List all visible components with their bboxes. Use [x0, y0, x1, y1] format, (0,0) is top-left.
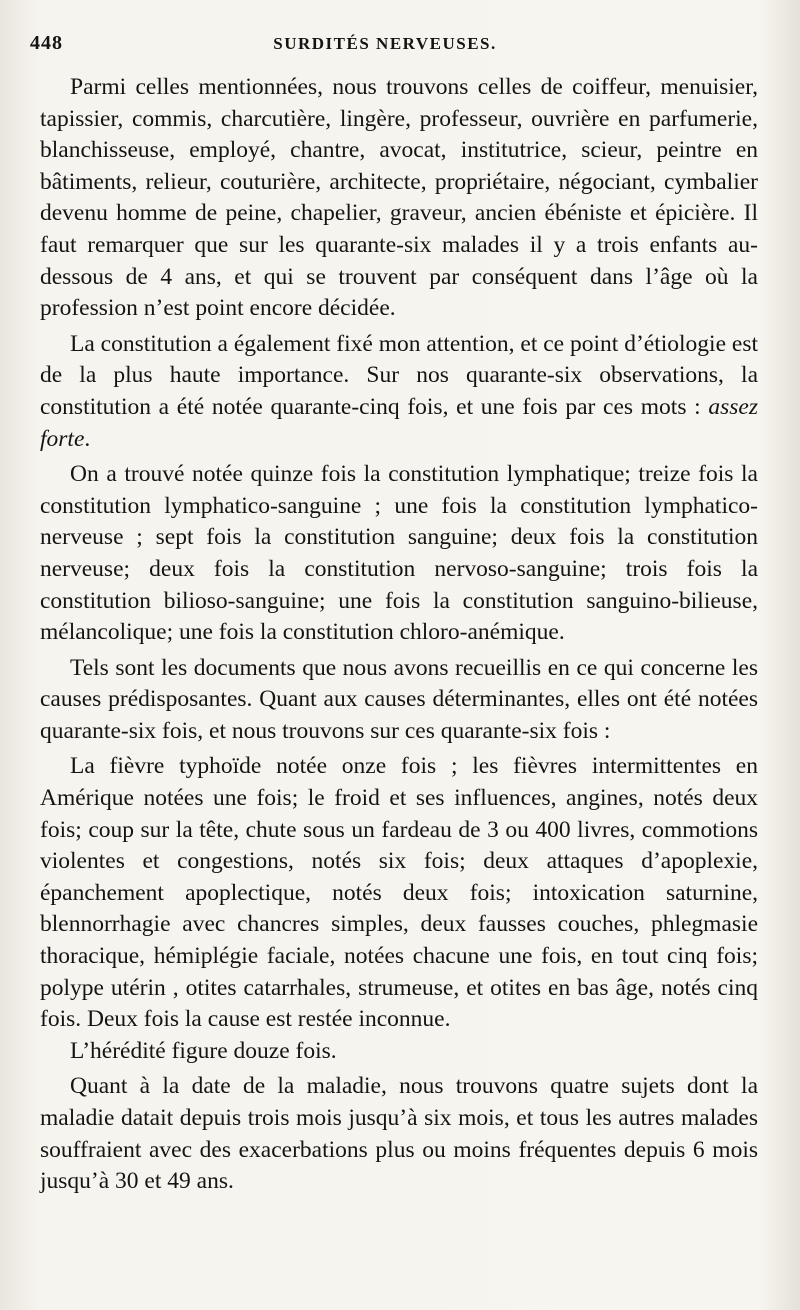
paragraph-professions: Parmi celles mentionnées, nous trouvons celles de coiffeur, menuisier, tapissier, commis, charcutière, lingère, professeur, ouvrière en parfumerie, blanchisseuse, employé, chantre, avocat, institutrice, scieur, peintre en bâtiments, relieur, couturière, architecte, propriétaire, négociant, cymbalier devenu homme de peine, chapelier, graveur, ancien ébéniste et épicière. Il faut remarquer que sur les quarante-six malades il y a trois enfants au-dessous de 4 ans, et qui se trouvent par conséquent dans l’âge où la profession n’est point encore décidée.	[40, 74, 758, 322]
paragraph-constitution-types: On a trouvé notée quinze fois la constitution lymphatique; treize fois la constitution lymphatico-sanguine ; une fois la constitution lymphatico-nerveuse ; sept fois la constitution sanguine; deux fois la constitution nerveuse; deux fois la constitution nervoso-sanguine; trois fois la constitution bilioso-sanguine; une fois la constitution sanguino-bilieuse, mélancolique; une fois la constitution chloro-anémique.	[40, 461, 758, 646]
italic-phrase: assez forte	[40, 393, 758, 452]
page-header	[30, 32, 740, 62]
paragraph-constitution-intro-end: .	[84, 425, 91, 452]
paragraph-predisposing-causes: Tels sont les documents que nous avons recueillis en ce qui concerne les causes prédisposantes. Quant aux causes déterminantes, elles ont été notées quarante-six fois, et nous trouvons sur ces quarante-six fois :	[40, 654, 758, 744]
paragraph-disease-date: Quant à la date de la maladie, nous trouvons quatre sujets dont la maladie datait depuis trois mois jusqu’à six mois, et tous les autres malades souffraient avec des exacerbations plus ou moins fréquentes depuis 6 mois jusqu’à 30 et 49 ans.	[40, 1073, 758, 1195]
running-title: SURDITÉS NERVEUSES.	[273, 34, 497, 53]
paragraph-heredity: L’hérédité figure douze fois.	[70, 1037, 337, 1064]
body-text	[40, 72, 758, 1198]
page-number: 448	[30, 32, 63, 54]
paragraph-constitution-intro-text: La constitution a également fixé mon attention, et ce point d’étiologie est de la plus haute importance. Sur nos quarante-six observations, la constitution a été notée quarante-cinq fois, et une fois par ces mots :	[40, 330, 758, 420]
paragraph-determining-causes: La fièvre typhoïde notée onze fois ; les fièvres intermittentes en Amérique notées une fois; le froid et ses influences, angines, notés deux fois; coup sur la tête, chute sous un fardeau de 3 ou 400 livres, commotions violentes et congestions, notés six fois; deux attaques d’apoplexie, épanchement apoplectique, notés deux fois; intoxication saturnine, blennorrhagie avec chancres simples, deux fausses couches, phlegmasie thoracique, hémiplégie faciale, notées chacune une fois, en tout cinq fois; polype utérin , otites catarrhales, strumeuse, et otites en bas âge, notés cinq fois. Deux fois la cause est restée inconnue.	[40, 753, 758, 1033]
paragraph-constitution-intro	[40, 329, 758, 455]
